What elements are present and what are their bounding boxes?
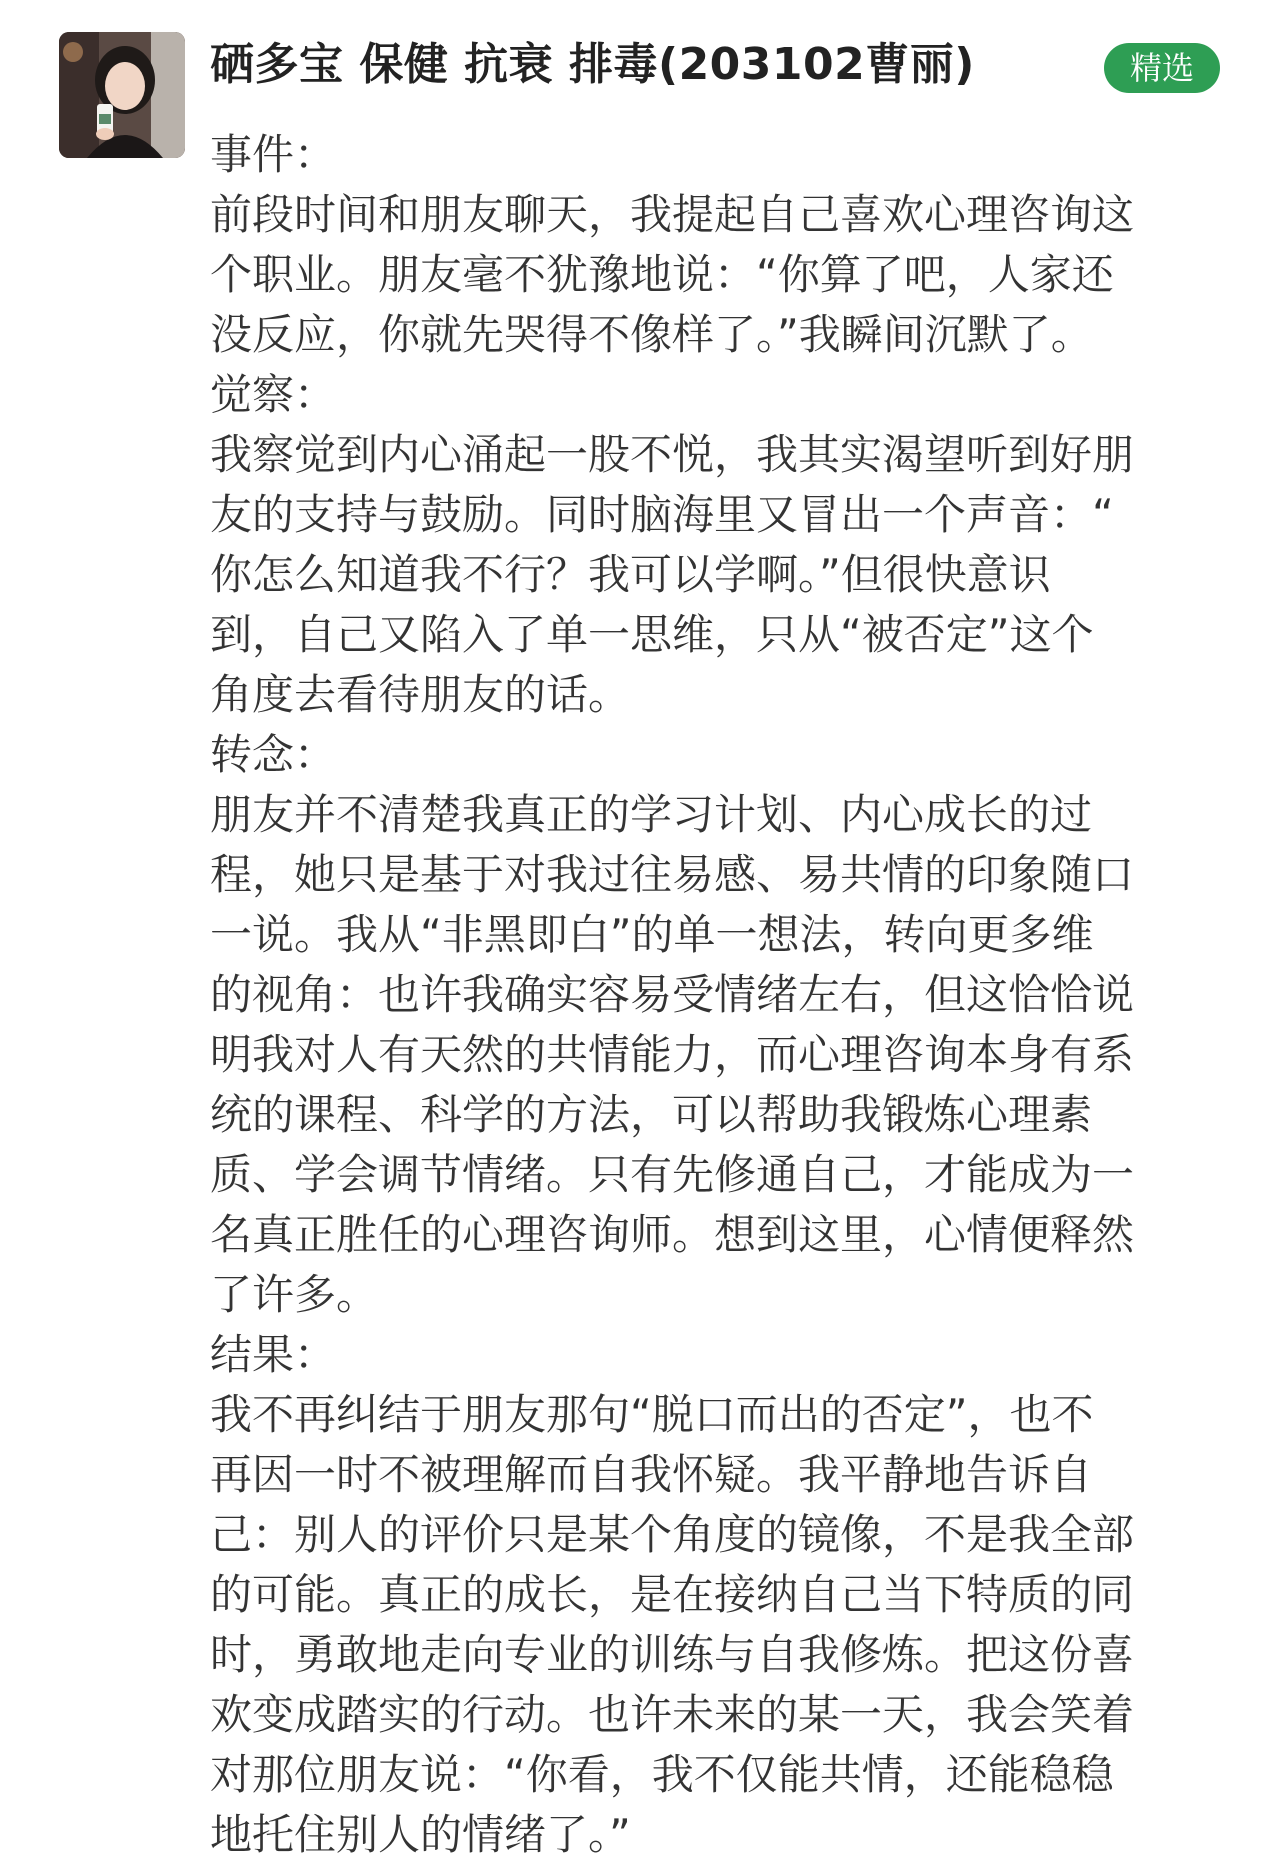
content-line: 对那位朋友说：“你看，我不仅能共情，还能稳稳 [210,1750,1114,1799]
content-line: 朋友并不清楚我真正的学习计划、内心成长的过 [210,790,1093,839]
content-line: 觉察： [210,370,337,419]
content-line: 统的课程、科学的方法，可以帮助我锻炼心理素 [210,1090,1093,1139]
content-line: 角度去看待朋友的话。 [210,670,631,719]
content-line: 了许多。 [210,1270,379,1319]
featured-badge: 精选 [1104,43,1220,93]
content-line: 友的支持与鼓励。同时脑海里又冒出一个声音：“ [210,490,1114,539]
content-line: 一说。我从“非黑即白”的单一想法，转向更多维 [210,910,1094,959]
content-line: 结果： [210,1330,337,1379]
post-content [210,125,1240,1865]
author-name[interactable]: 硒多宝 保健 抗衰 排毒(203102曹丽) [210,39,975,90]
content-line: 你怎么知道我不行？我可以学啊。”但很快意识 [210,550,1051,599]
content-line: 再因一时不被理解而自我怀疑。我平静地告诉自 [210,1450,1093,1499]
content-line: 转念： [210,730,337,779]
content-line: 程，她只是基于对我过往易感、易共情的印象随口 [210,850,1135,899]
content-line: 我不再纠结于朋友那句“脱口而出的否定”，也不 [210,1390,1094,1439]
content-line: 的视角：也许我确实容易受情绪左右，但这恰恰说 [210,970,1135,1019]
content-line: 时，勇敢地走向专业的训练与自我修炼。把这份喜 [210,1630,1135,1679]
content-line: 质、学会调节情绪。只有先修通自己，才能成为一 [210,1150,1135,1199]
content-line: 地托住别人的情绪了。” [210,1810,631,1859]
content-line: 事件： [210,130,337,179]
content-line: 我察觉到内心涌起一股不悦，我其实渴望听到好朋 [210,430,1135,479]
content-line: 到，自己又陷入了单一思维，只从“被否定”这个 [210,610,1094,659]
content-line: 没反应，你就先哭得不像样了。”我瞬间沉默了。 [210,310,1093,359]
avatar[interactable] [59,32,185,158]
content-line: 前段时间和朋友聊天，我提起自己喜欢心理咨询这 [210,190,1135,239]
content-line: 欢变成踏实的行动。也许未来的某一天，我会笑着 [210,1690,1135,1739]
content-line: 名真正胜任的心理咨询师。想到这里，心情便释然 [210,1210,1135,1259]
content-line: 明我对人有天然的共情能力，而心理咨询本身有系 [210,1030,1135,1079]
content-line: 的可能。真正的成长，是在接纳自己当下特质的同 [210,1570,1135,1619]
avatar-image [59,32,185,158]
content-line: 己：别人的评价只是某个角度的镜像，不是我全部 [210,1510,1135,1559]
content-line: 个职业。朋友毫不犹豫地说：“你算了吧，人家还 [210,250,1114,299]
